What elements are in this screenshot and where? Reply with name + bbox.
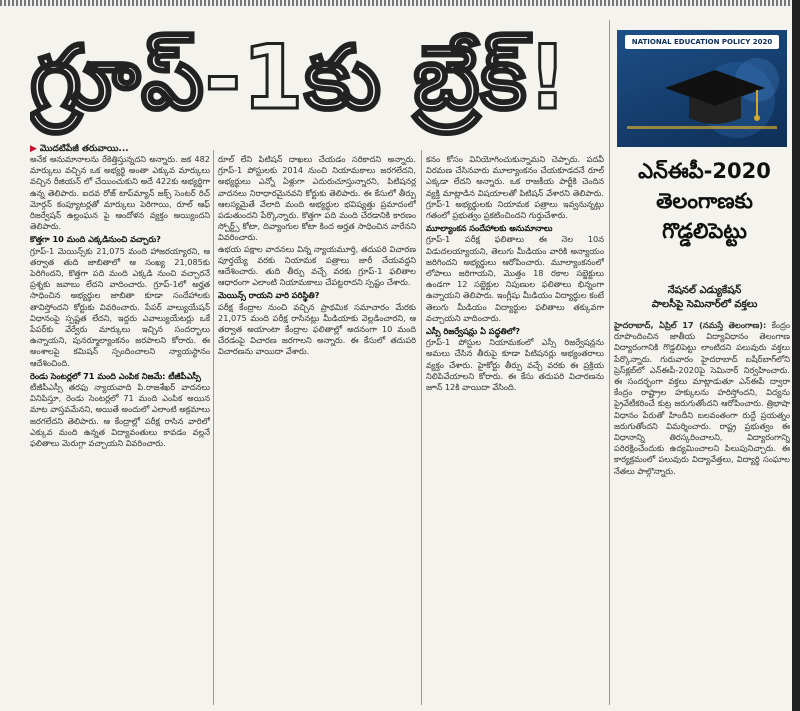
column2-paragraph: పరీక్ష కేంద్రాల నుంచి వచ్చిన ప్రాథమిక సమాచారం మేరకు 21,075 మంది పరీక్ష రాసినట్లు మీడియాకు వెల్లడించారని, ఆ తర్వాత అయాంటా కేంద్రాల ఫలితాల్లో అదనంగా 10 మంది చేరడంపై విచారణ జరగాలని అన్నారు. ఈ కేసులో తదుపరి విచారణను వాయిదా వేశారు. [218, 301, 416, 357]
column3-paragraph: గ్రూప్-1 పరీక్ష ఫలితాలు ఈ నెల 10న విడుదలయ్యాయని, తెలుగు మీడియం వారికి అన్యాయం జరిగిందని అభ్యర్థులు ఆరోపించారు. మూల్యాంకనంలో లోపాలు జరిగాయని, మొత్తం 18 రకాల సబ్జెక్టులు ఉండగా 12 సబ్జెక్టుల నిపుణుల ఫలితాలు భిన్నంగా ఉన్నాయని తెలిపారు. ఇంగ్లీషు మీడియం విద్యార్థుల కంటే తెలుగు మీడియం విద్యార్థుల ఫలితాలు తక్కువగా వచ్చాయని వాదించారు. [426, 234, 604, 323]
column-divider [421, 150, 422, 705]
column-divider [213, 150, 214, 705]
sidebar-paragraph [614, 320, 790, 477]
article-column-2 [218, 154, 416, 699]
column1-paragraph: అనేక అనుమానాలను రేకెత్తిస్తున్నదని అన్నారు. జక 482 మార్కులు వచ్చిన ఒక అభ్యర్థి అంతా ఎక్కువ మార్కులు వచ్చిన రీజియన్ లో చేయించుకుని అదే 422కు అభ్యర్థిగా ఉన్న తెలిపారు. ఐదవ రోజ్ టాప్‌మ్యాన్ జక్స్ సెంటర్ రిచ్ మోర్గన్ కంప్యూటర్లతో మార్కులు పెరిగాయి, రూల్ ఆఫ్ రిజర్వేషన్ ఉల్లంఘన పై ఆందోళన వ్యక్తం అయ్యిందని తెలిపారు. [30, 154, 210, 232]
column1-paragraph: టీజీపీఎస్సీ తరఫు న్యాయవాది పి.రాజశేఖర్ వాదనలు వినిపిస్తూ, రెండు సెంటర్లలో 71 మంది ఎంపిక అయిన మాట వాస్తవమేనని, అయితే అందులో ఎలాంటి అక్రమాలు జరగలేదని తెలిపారు. ఆ కేంద్రాల్లో పరీక్ష రాసిన వారిలో ఎక్కువ మంది ఉన్నత విద్యావంతులు కావడం వల్లనే ఫలితాలు మెరుగ్గా వచ్చాయని వివరించారు. [30, 382, 210, 449]
column2-subheading: మెయిన్స్ రాయని వారి పరిస్థితి? [218, 290, 320, 301]
column1-subheading: కొత్తగా 10 మంది ఎక్కడినుంచి వచ్చారు? [30, 234, 161, 245]
column1-paragraph: గ్రూప్-1 మెయిన్స్‌కు 21,075 మంది హాజరయ్యారని, ఆ తర్వాత తుది జాబితాలో ఆ సంఖ్య 21,085కు పెరిగిందని, కొత్తగా పది మంది ఎక్కడి నుంచి వచ్చారనే ప్రశ్నకు జవాబు లేదని వాదించారు. గ్రూప్-1లో అర్హత సాధించిన అభ్యర్థుల జాబితా కూడా సందేహాలకు తావిస్తోందని కోర్టుకు వివరించారు. పేపర్ వాల్యుయేషన్ విధానంపై స్పష్టత లేదని, ఇద్దరు ఎవాల్యుయేటర్లు ఒకే పేపర్‌కు వేర్వేరు మార్కులు ఇచ్చిన సందర్భాలు ఉన్నాయని, పునర్మూల్యాంకనం జరపాలని కోరారు. ఈ అంశాలపై కమిషన్ స్పందించాలని న్యాయస్థానం ఆదేశించింది. [30, 245, 210, 368]
sidebar-divider [609, 20, 610, 705]
kicker-arrow-icon: ▶ [30, 144, 37, 154]
top-border-rule [0, 0, 800, 6]
headline: గ్రూప్-1కు బ్రేక్! [30, 26, 569, 129]
column3-paragraph: గ్రూప్-1 పోస్టుల నియామకంలో ఎస్సీ రిజర్వేషన్లను అమలు చేసిన తీరుపై కూడా పిటిషనర్లు అభ్యంతరాలు వ్యక్తం చేశారు. హైకోర్టు తీర్పు వచ్చే వరకు ఈ ప్రక్రియ నిలిపివేయాలని కోరారు. ఈ కేసు తదుపరి విచారణను జూన్ 12కి వాయిదా వేసింది. [426, 337, 604, 393]
column2-paragraph: రూల్ లేని పిటిషన్ దాఖలు చేయడం సరికాదని అన్నారు. గ్రూప్-1 పోస్టులకు 2014 నుంచి నియామకాలు జరగలేదని, అభ్యర్థులు ఎన్నో ఏళ్లుగా ఎదురుచూస్తున్నారని, పిటిషనర్ల వాదనలు నిరాధారమైనవని కోర్టుకు తెలిపారు. ఈ కేసులో తీర్పు ఆలస్యమైతే వేలాది మంది అభ్యర్థుల భవిష్యత్తు ప్రమాదంలో పడుతుందని పేర్కొన్నారు. కొత్తగా పది మంది చేరడానికి కారణం స్పోర్ట్స్ కోటా, దివ్యాంగుల కోటా కింద అర్హత సాధించిన వారేనని వివరించారు. [218, 154, 416, 243]
sidebar-subtitle-line: నేషనల్ ఎడ్యుకేషన్ [667, 285, 742, 296]
sidebar-title-line: గొడ్డలిపెట్టు [662, 219, 747, 243]
sidebar-title-line: ఎన్ఈపీ-2020 [638, 159, 771, 183]
sidebar-title [617, 156, 792, 246]
kicker-text: మొదటిపేజీ తరువాయి... [39, 144, 129, 154]
column3-paragraph: కనం కోసం వినియోగించుకున్నామని చెప్పారు. పదవీ విరమణ చేసినవారు మూల్యాంకనం చేయకూడదనే రూల్ ఎక్కడా లేదని అన్నారు. ఒక రాజకీయ పార్టీకి చెందిన వ్యక్తి మాట్లాడిన విషయాలతో పిటిషన్ వేశారని తెలిపారు. గ్రూప్-1 అభ్యర్థులకు నియామక పత్రాలు ఇవ్వనున్నట్లు గతంలో ప్రభుత్వం ప్రకటించిందని గుర్తుచేశారు. [426, 154, 604, 221]
column2-paragraph: ఉభయ పక్షాల వాదనలు విన్న న్యాయమూర్తి, తదుపరి విచారణ పూర్తయ్యే వరకు నియామక పత్రాలు జారీ చేయవద్దని ఆదేశించారు. తుది తీర్పు వచ్చే వరకు గ్రూప్-1 ఫలితాల ఆధారంగా ఎలాంటి నియామకాలు చేపట్టరాదని స్పష్టం చేశారు. [218, 243, 416, 288]
article-column-1 [30, 154, 210, 699]
sidebar-subtitle-line: పాలసీపై సెమినార్‌లో వక్తలు [651, 299, 758, 310]
column1-subheading: రెండు సెంటర్లలో 71 మంది ఎంపిక నిజమే: టీజీపీఎస్సీ [30, 370, 201, 381]
sidebar-body-text: కేంద్రం రూపొందించిన జాతీయ విద్యావిధానం తెలంగాణ విద్యారంగానికి గొడ్డలిపెట్టు లాంటిదని పలువురు వక్తలు పేర్కొన్నారు. గురువారం హైదరాబాద్ బషీర్‌బాగ్‌లోని ప్రెస్‌క్లబ్‌లో ఎన్ఈపీ-2020పై సెమినార్ నిర్వహించారు. ఈ సందర్భంగా వక్తలు మాట్లాడుతూ ఎన్ఈపీ ద్వారా కేంద్రం రాష్ట్రాల హక్కులను హరిస్తోందని, విద్యను ప్రైవేటీకరించే కుట్ర జరుగుతోందని ఆరోపించారు. త్రిభాషా విధానం పేరుతో హిందీని బలవంతంగా రుద్దే ప్రయత్నం జరుగుతోందని విమర్శించారు. రాష్ట్ర ప్రభుత్వం ఈ విధానాన్ని తిరస్కరించాలని, విద్యారంగాన్ని పరిరక్షించేందుకు ఉద్యమించాలని పిలుపునిచ్చారు. ఈ కార్యక్రమంలో పలువురు విద్యావేత్తలు, విద్యార్థి సంఘాల నేతలు పాల్గొన్నారు. [614, 320, 790, 476]
nep-image [617, 30, 787, 147]
column3-subheading: మూల్యాంకన సందేహాలకు అనుమానాలు [426, 223, 553, 234]
article-column-3 [426, 154, 604, 699]
adjacent-page-edge [792, 0, 800, 711]
dateline: హైదరాబాద్, ఏప్రిల్ 17 (నమస్తే తెలంగాణ): [614, 320, 767, 330]
sidebar-article [614, 320, 790, 700]
nep-banner: NATIONAL EDUCATION POLICY 2020 [625, 35, 779, 49]
column3-subheading: ఎస్సీ రిజర్వేషన్లు ఏ పద్ధతిలో? [426, 326, 520, 337]
sidebar-subtitle [617, 284, 792, 312]
sidebar-title-line: తెలంగాణకు [656, 189, 753, 213]
